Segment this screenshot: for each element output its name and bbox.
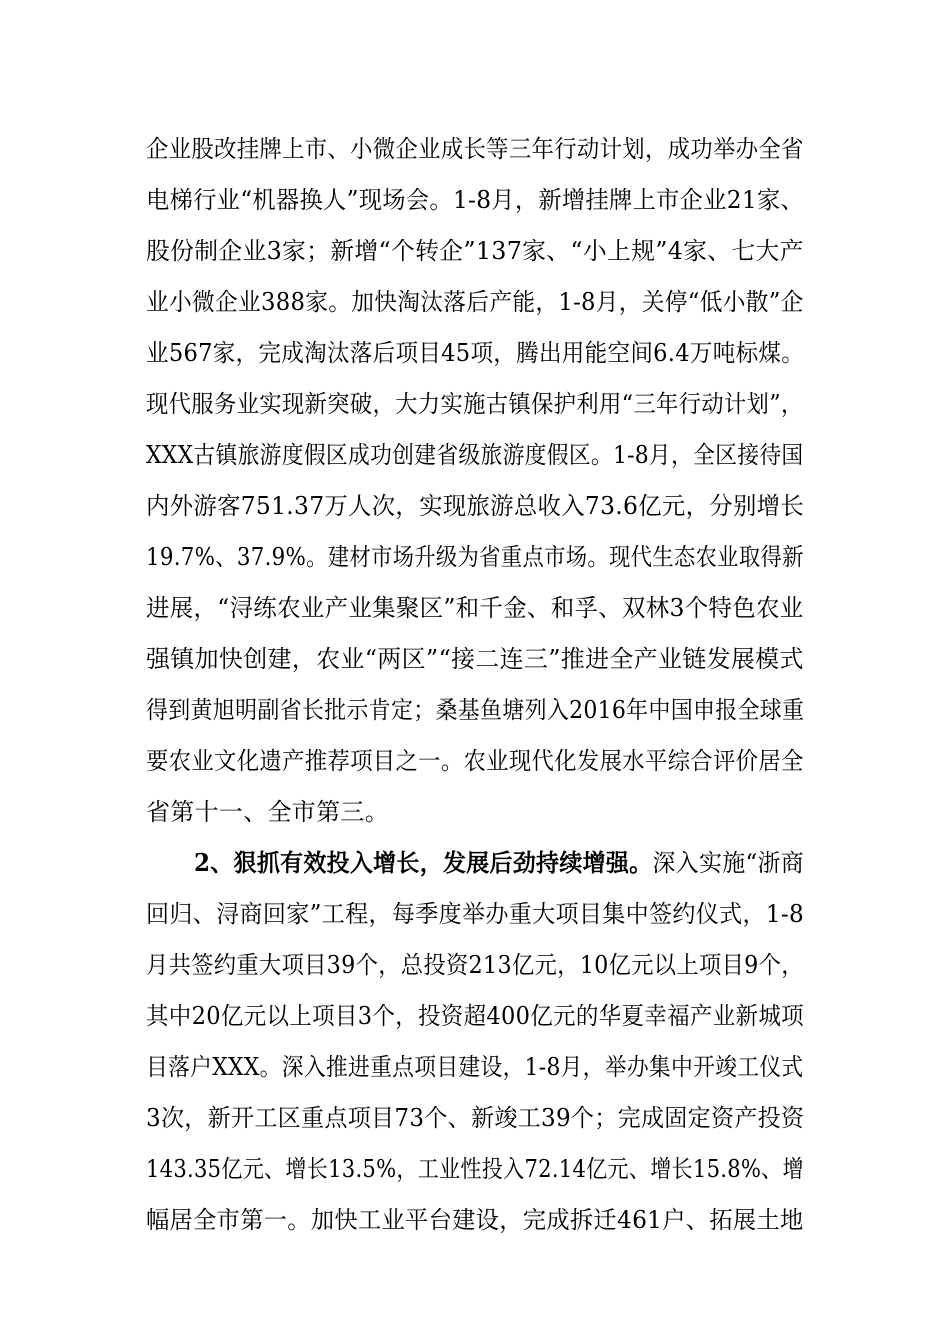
text-line: 得到黄旭明副省长批示肯定；桑基鱼塘列入2016年中国申报全球重 (146, 696, 805, 724)
text-line: 幅居全市第一。加快工业平台建设，完成拆迁461户、拓展土地 (146, 1206, 804, 1234)
text-line: 股份制企业3家；新增“个转企”137家、“小上规”4家、七大产 (146, 237, 804, 265)
text-line: 19.7%、37.9%。建材市场升级为省重点市场。现代生态农业取得新 (146, 543, 804, 571)
text-line: 进展，“浔练农业产业集聚区”和千金、和孚、双林3个特色农业 (146, 594, 804, 622)
text-line: 强镇加快创建，农业“两区”“接二连三”推进全产业链发展模式 (146, 645, 804, 673)
text-line: XXX古镇旅游度假区成功创建省级旅游度假区。1-8月，全区接待国 (146, 441, 804, 469)
text-line: 143.35亿元、增长13.5%，工业性投入72.14亿元、增长15.8%、增 (146, 1155, 804, 1183)
text-line: 业567家，完成淘汰落后项目45项，腾出用能空间6.4万吨标煤。 (146, 339, 805, 367)
text-line: 其中20亿元以上项目3个，投资超400亿元的华夏幸福产业新城项 (146, 1002, 804, 1030)
text-line: 业小微企业388家。加快淘汰落后产能，1-8月，关停“低小散”企 (146, 288, 804, 316)
text-line: 电梯行业“机器换人”现场会。1-8月，新增挂牌上市企业21家、 (146, 186, 805, 214)
text-line: 省第十一、全市第三。 (146, 798, 389, 826)
text-line: 现代服务业实现新突破，大力实施古镇保护利用“三年行动计划”， (146, 390, 804, 418)
text-line: 内外游客751.37万人次，实现旅游总收入73.6亿元，分别增长 (146, 492, 805, 520)
text-line: 回归、浔商回家”工程，每季度举办重大项目集中签约仪式，1-8 (146, 900, 804, 928)
text-line: 目落户XXX。深入推进重点项目建设，1-8月，举办集中开竣工仪式 (146, 1053, 804, 1081)
text-line: 企业股改挂牌上市、小微企业成长等三年行动计划，成功举办全省 (146, 135, 804, 163)
section-heading: 2、狠抓有效投入增长，发展后劲持续增强。 (194, 848, 653, 877)
text-run: 深入实施“浙商 (652, 849, 805, 877)
text-line: 月共签约重大项目39个，总投资213亿元，10亿元以上项目9个， (146, 951, 804, 979)
text-line: 要农业文化遗产推荐项目之一。农业现代化发展水平综合评价居全 (146, 747, 804, 775)
text-line: 3次，新开工区重点项目73个、新竣工39个；完成固定资产投资 (146, 1104, 805, 1132)
paragraph-first-line (194, 848, 804, 878)
